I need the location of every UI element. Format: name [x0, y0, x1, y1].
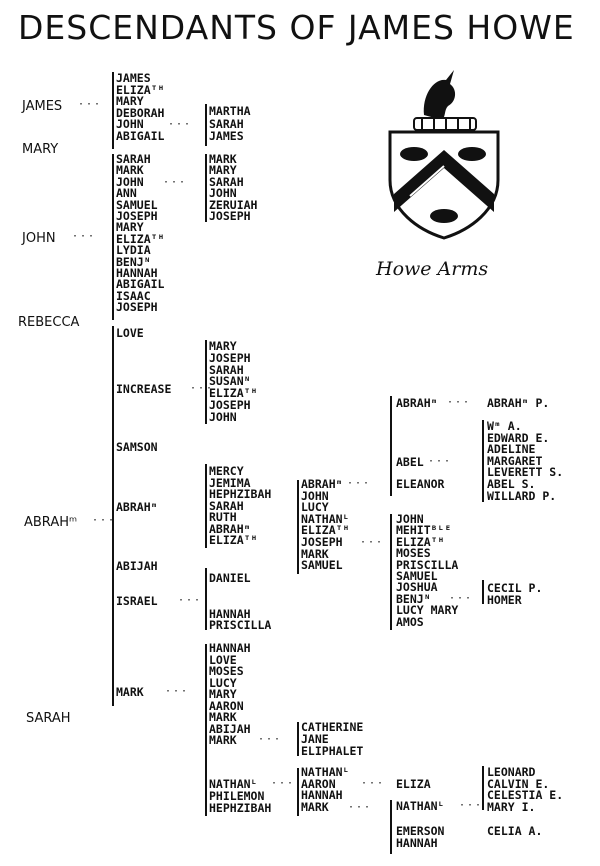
person-name: MOSES	[209, 664, 244, 678]
person-name: JANE	[301, 731, 329, 746]
person-name: HEPHZIBAH	[209, 487, 272, 501]
person-name: NATHANᴸ	[301, 511, 350, 526]
person-name: MARY	[209, 163, 237, 178]
person-name: MARK	[209, 733, 237, 747]
connector-dots: ···	[361, 778, 386, 789]
person-name: ELIZAᵀᴴ	[301, 523, 350, 538]
person-name: JOHN	[116, 117, 144, 132]
person-name: SUSANᴺ	[209, 374, 251, 389]
connector-dots: ···	[447, 397, 472, 408]
person-name: SAMSON	[116, 440, 158, 454]
person-name: ABRAHᵐ	[209, 521, 251, 536]
person-name: MARK	[301, 546, 329, 561]
person-name: ZERUIAH	[209, 197, 258, 212]
person-name: JOSEPH	[209, 398, 251, 412]
person-name: JOHN	[209, 409, 237, 424]
person-name: ABIJAH	[209, 721, 251, 736]
person-name: MARK	[116, 163, 144, 178]
person-name: JAMES	[116, 71, 151, 85]
person-name: AMOS	[396, 614, 424, 629]
connector-dots: ···	[428, 456, 453, 467]
person-name: LUCY	[209, 675, 237, 690]
person-name: ELIZAᵀᴴ	[116, 82, 165, 97]
person-name: ABRAHᵐ	[301, 477, 343, 491]
person-name: LUCY	[301, 500, 329, 515]
person-name: SARAH	[209, 498, 244, 513]
person-name: HANNAH	[396, 836, 438, 850]
person-name: MARY I.	[487, 799, 536, 814]
person-name: MEHITᴮᴸᴱ	[396, 523, 452, 538]
person-name: HANNAH	[209, 607, 251, 621]
person-name: LEVERETT S.	[487, 465, 564, 480]
person-name: HANNAH	[301, 788, 343, 803]
person-name: HEPHZIBAH	[209, 801, 272, 815]
person-name: LOVE	[116, 326, 144, 340]
person-name: ADELINE	[487, 442, 536, 457]
person-name: EDWARD E.	[487, 430, 550, 445]
person-name: ELIZA	[396, 777, 431, 791]
person-name: ABRAHᵐ P.	[487, 396, 550, 410]
person-name: SARAH	[209, 116, 244, 131]
person-name: AARON	[209, 698, 244, 713]
connector-dots: ···	[449, 593, 474, 604]
person-name: SARAH	[209, 362, 244, 377]
person-name: MARGARET	[487, 453, 543, 468]
person-name: JOHN	[396, 512, 424, 526]
person-name: PHILEMON	[209, 789, 265, 803]
arms-caption: Howe Arms	[376, 258, 489, 280]
person-name: NATHANᴸ	[209, 777, 258, 791]
person-name: MARK	[209, 710, 237, 724]
person-name: MARTHA	[209, 104, 251, 118]
person-name: PRISCILLA	[209, 618, 272, 632]
connector-dots: ···	[190, 383, 215, 394]
person-name: ISAAC	[116, 288, 151, 303]
connector-dots: ···	[360, 537, 385, 548]
person-name: SAMUEL	[301, 558, 343, 573]
person-name: ISRAEL	[116, 594, 158, 608]
root-name: REBECCA	[18, 315, 80, 330]
person-name: SARAH	[209, 174, 244, 189]
person-name: INCREASE	[116, 382, 172, 396]
connector-dots: ···	[258, 734, 283, 745]
person-name: MARK	[116, 685, 144, 699]
connector-dots: ···	[92, 515, 117, 526]
connector-dots: ···	[165, 686, 190, 697]
connector-dots: ···	[459, 800, 484, 811]
connector-dots: ···	[347, 478, 372, 489]
person-name: Wᵐ A.	[487, 419, 522, 433]
person-name: MARY	[209, 339, 237, 353]
person-name: ABEL	[396, 455, 424, 469]
person-name: LYDIA	[116, 243, 151, 258]
person-name: ABIGAIL	[116, 129, 165, 143]
person-name: RUTH	[209, 510, 237, 524]
person-name: MOSES	[396, 546, 431, 561]
person-name: JOSEPH	[116, 300, 158, 315]
person-name: LEONARD	[487, 765, 536, 779]
person-name: ELIPHALET	[301, 743, 364, 758]
person-name: JAMES	[209, 129, 244, 144]
person-name: ELIZAᵀᴴ	[209, 533, 258, 547]
person-name: JOSEPH	[116, 209, 158, 223]
person-name: SAMUEL	[116, 197, 158, 212]
person-name: MERCY	[209, 464, 244, 478]
connector-dots: ···	[78, 99, 103, 110]
person-name: MARK	[301, 799, 329, 814]
connector-dots: ···	[163, 177, 188, 188]
root-name: ABRAHᵐ	[24, 515, 78, 530]
person-name: BENJᴺ	[116, 254, 151, 269]
person-name: WILLARD P.	[487, 488, 557, 503]
page-title: DESCENDANTS OF JAMES HOWE	[18, 8, 575, 47]
person-name: JOSEPH	[301, 535, 343, 549]
person-name: JOSHUA	[396, 580, 438, 595]
connector-dots: ···	[271, 778, 296, 789]
person-name: ELIZAᵀᴴ	[396, 534, 445, 549]
person-name: HANNAH	[116, 266, 158, 280]
person-name: SAMUEL	[396, 569, 438, 583]
person-name: BENJᴺ	[396, 591, 431, 606]
coat-of-arms	[384, 70, 504, 240]
person-name: CELIA A.	[487, 824, 543, 838]
root-name: MARY	[22, 142, 59, 157]
person-name: JOHN	[209, 186, 237, 201]
person-name: ELEANOR	[396, 477, 445, 491]
person-name: ABIGAIL	[116, 277, 165, 292]
person-name: ABIJAH	[116, 559, 158, 573]
connector-dots: ···	[168, 119, 193, 130]
person-name: DANIEL	[209, 571, 251, 585]
person-name: NATHANᴸ	[301, 765, 350, 779]
person-name: JOHN	[116, 174, 144, 189]
person-name: PRISCILLA	[396, 557, 459, 572]
root-name: JAMES	[22, 99, 63, 114]
person-name: ABRAHᵐ	[396, 396, 438, 410]
person-name: CECIL P.	[487, 581, 543, 595]
person-name: MARY	[116, 94, 144, 109]
person-name: ELIZAᵀᴴ	[116, 231, 165, 246]
person-name: ABEL S.	[487, 477, 536, 491]
person-name: CELESTIA E.	[487, 788, 564, 803]
person-name: ELIZAᵀᴴ	[209, 386, 258, 401]
person-name: JOSEPH	[209, 209, 251, 223]
person-name: HANNAH	[209, 641, 251, 655]
person-name: ABRAHᵐ	[116, 500, 158, 514]
person-name: HOMER	[487, 593, 522, 607]
person-name: LOVE	[209, 652, 237, 667]
person-name: MARK	[209, 152, 237, 166]
connector-dots: ···	[72, 231, 97, 242]
person-name: ANN	[116, 186, 137, 201]
person-name: JOSEPH	[209, 350, 251, 365]
person-name: JOHN	[301, 488, 329, 503]
person-name: LUCY MARY	[396, 603, 459, 618]
root-name: JOHN	[22, 231, 56, 246]
person-name: NATHANᴸ	[396, 799, 445, 813]
person-name: DEBORAH	[116, 105, 165, 120]
root-name: SARAH	[26, 711, 71, 726]
person-name: SARAH	[116, 152, 151, 166]
connector-dots: ···	[348, 802, 373, 813]
person-name: CALVIN E.	[487, 776, 550, 791]
person-name: AARON	[301, 776, 336, 791]
person-name: EMERSON	[396, 824, 445, 838]
person-name: JEMIMA	[209, 475, 251, 490]
connector-dots: ···	[178, 595, 203, 606]
person-name: MARY	[116, 220, 144, 235]
person-name: CATHERINE	[301, 720, 364, 734]
person-name: MARY	[209, 687, 237, 701]
